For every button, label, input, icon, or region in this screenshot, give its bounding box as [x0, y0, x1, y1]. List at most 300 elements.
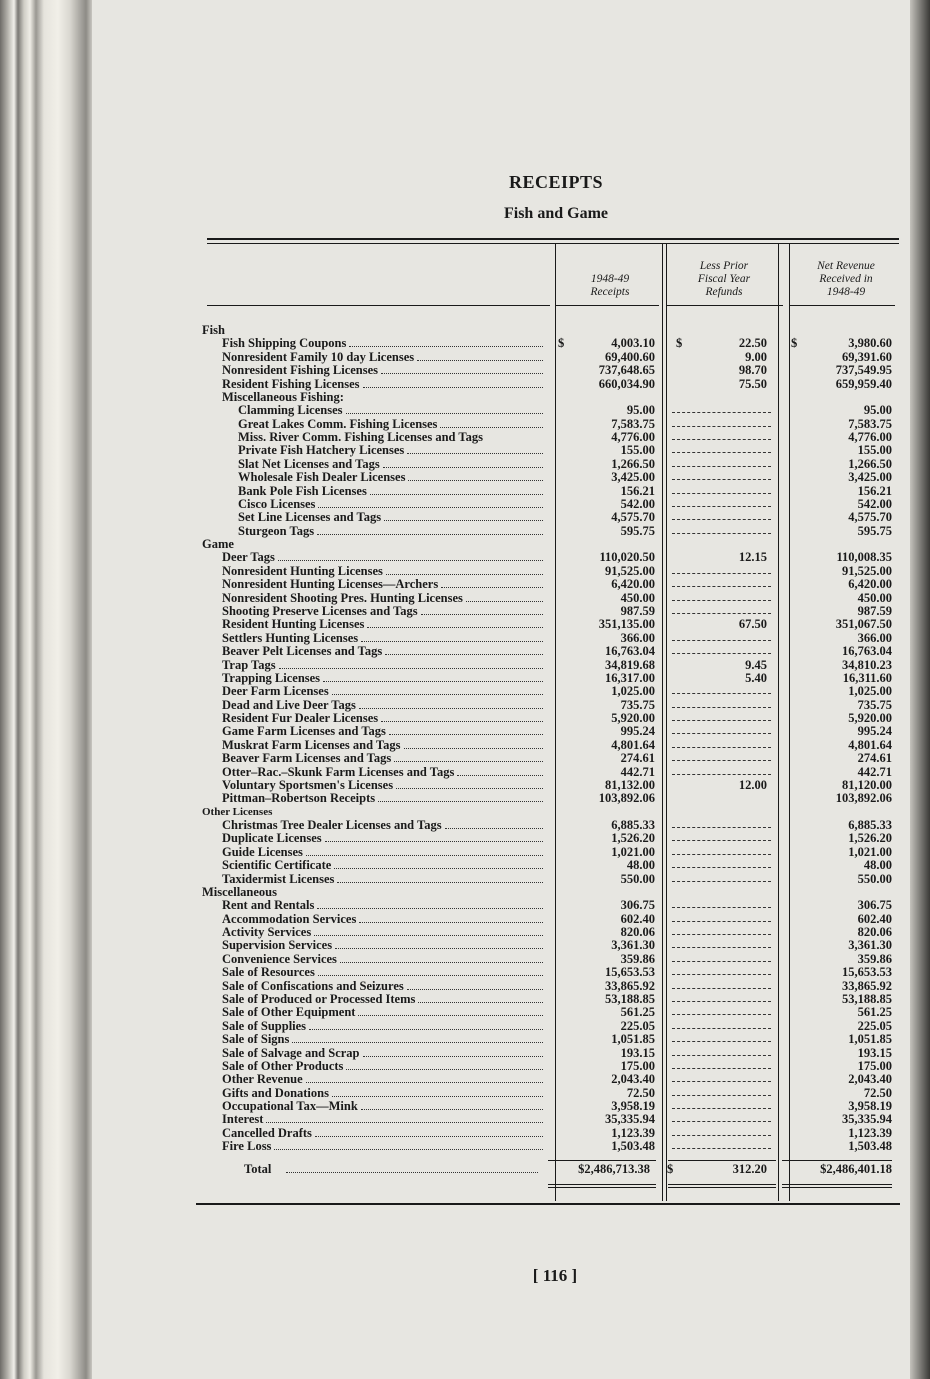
receipts-cell: 442.71 [620, 764, 655, 779]
row-label: Fish Shipping Coupons [222, 336, 347, 351]
table-row [200, 1047, 900, 1060]
refunds-empty-dashes [672, 947, 771, 948]
receipts-cell: 193.15 [620, 1045, 655, 1060]
refunds-empty-dashes [672, 1041, 771, 1042]
net-revenue-cell: 91,525.00 [842, 563, 892, 578]
table-row [200, 832, 900, 845]
table-row [200, 819, 900, 832]
row-label: Wholesale Fish Dealer Licenses [238, 470, 406, 485]
refunds-empty-dashes [672, 760, 771, 761]
leader-dots [346, 1069, 543, 1070]
leader-dots [318, 507, 543, 508]
leader-dots [317, 908, 543, 909]
leader-dots [408, 480, 543, 481]
leader-dots [358, 1015, 543, 1016]
leader-dots [361, 641, 543, 642]
row-label: Pittman–Robertson Receipts [222, 791, 376, 806]
table-row [200, 498, 900, 511]
net-revenue-cell: 595.75 [857, 523, 892, 538]
row-label: Cisco Licenses [238, 496, 316, 511]
net-revenue-cell: 7,583.75 [848, 416, 892, 431]
total-net-revenue: $2,486,401.18 [820, 1162, 892, 1176]
net-revenue-cell: 1,503.48 [848, 1139, 892, 1154]
col-header-net-line3: 1948-49 [826, 286, 866, 298]
table-row [200, 966, 900, 979]
net-revenue-cell: 995.24 [857, 724, 892, 739]
row-label: Duplicate Licenses [222, 831, 322, 846]
table-row [200, 846, 900, 859]
leader-dots [274, 1149, 543, 1150]
net-revenue-cell: 1,266.50 [848, 456, 892, 471]
row-label: Taxidermist Licenses [222, 871, 335, 886]
table-row [200, 1100, 900, 1113]
refunds-empty-dashes [672, 733, 771, 734]
table-row [200, 873, 900, 886]
net-revenue-cell: 5,920.00 [848, 711, 892, 726]
refunds-empty-dashes [672, 653, 771, 654]
table-row [200, 458, 900, 471]
leader-dots [332, 694, 543, 695]
refunds-empty-dashes [672, 1108, 771, 1109]
table-top-rule-2 [207, 243, 899, 244]
table-row [200, 418, 900, 431]
refunds-empty-dashes [672, 1055, 771, 1056]
section-heading-row [200, 806, 900, 819]
refunds-empty-dashes [672, 921, 771, 922]
receipts-cell: 4,003.10 [611, 336, 655, 351]
net-revenue-cell: 175.00 [857, 1058, 892, 1073]
receipts-cell: 995.24 [620, 724, 655, 739]
table-row [200, 779, 900, 792]
net-revenue-cell: 48.00 [863, 858, 892, 873]
refunds-empty-dashes [672, 867, 771, 868]
leader-dots [346, 413, 543, 414]
row-label: Resident Fur Dealer Licenses [222, 711, 379, 726]
net-revenue-cell: 81,120.00 [842, 777, 892, 792]
table-row [200, 712, 900, 725]
table-bottom-rule [196, 1203, 900, 1205]
header-underline-c2 [667, 305, 783, 306]
net-revenue-cell: 351,067.50 [835, 617, 892, 632]
currency-sign: $ [676, 336, 683, 351]
refunds-empty-dashes [672, 1095, 771, 1096]
net-revenue-cell: 69,391.60 [842, 349, 892, 364]
total-dbl-rule-c1b [548, 1187, 656, 1188]
total-row [200, 1163, 900, 1176]
leader-dots [340, 962, 543, 963]
refunds-empty-dashes [672, 493, 771, 494]
receipts-cell: 735.75 [620, 697, 655, 712]
table-row [200, 578, 900, 591]
leader-dots [407, 989, 543, 990]
table-row [200, 351, 900, 364]
section-heading: Miscellaneous [202, 884, 277, 899]
row-label: Otter–Rac.–Skunk Farm Licenses and Tags [222, 764, 455, 779]
leader-dots [457, 775, 543, 776]
book-binding [0, 0, 92, 1379]
refunds-empty-dashes [672, 1121, 771, 1122]
receipts-cell: 737,648.65 [598, 363, 655, 378]
net-revenue-cell: 3,958.19 [848, 1099, 892, 1114]
refunds-cell: 5.40 [745, 670, 767, 685]
net-revenue-cell: 987.59 [857, 603, 892, 618]
table-row [200, 926, 900, 939]
table-row [200, 551, 900, 564]
table-row [200, 1087, 900, 1100]
refunds-cell: 12.00 [738, 777, 767, 792]
row-label: Trapping Licenses [222, 670, 321, 685]
net-revenue-cell: 550.00 [857, 871, 892, 886]
refunds-empty-dashes [672, 974, 771, 975]
receipts-cell: 602.40 [620, 911, 655, 926]
leader-dots [381, 721, 543, 722]
net-revenue-cell: 442.71 [857, 764, 892, 779]
row-label: Sale of Confiscations and Seizures [222, 978, 404, 993]
total-label: Total [244, 1162, 272, 1176]
net-revenue-cell: 1,526.20 [848, 831, 892, 846]
table-row [200, 685, 900, 698]
net-revenue-cell: 735.75 [857, 697, 892, 712]
refunds-empty-dashes [672, 439, 771, 440]
receipts-cell: 69,400.60 [605, 349, 655, 364]
leader-dots [314, 935, 543, 936]
receipts-cell: 6,420.00 [611, 577, 655, 592]
row-label: Beaver Pelt Licenses and Tags [222, 644, 383, 659]
leader-dots [323, 681, 543, 682]
row-label: Accommodation Services [222, 911, 357, 926]
receipts-cell: 1,503.48 [611, 1139, 655, 1154]
receipts-cell: 81,132.00 [605, 777, 655, 792]
refunds-empty-dashes [672, 600, 771, 601]
net-revenue-cell: 95.00 [863, 403, 892, 418]
leader-dots [445, 828, 543, 829]
refunds-empty-dashes [672, 774, 771, 775]
leader-dots [332, 1096, 543, 1097]
row-label: Gifts and Donations [222, 1085, 329, 1100]
row-label: Nonresident Hunting Licenses [222, 563, 383, 578]
leader-dots [389, 734, 543, 735]
table-row [200, 980, 900, 993]
refunds-empty-dashes [672, 412, 771, 413]
row-label: Nonresident Shooting Pres. Hunting Licenses [222, 590, 463, 605]
refunds-cell: 67.50 [738, 617, 767, 632]
leader-dots [359, 708, 543, 709]
refunds-cell: 75.50 [738, 376, 767, 391]
refunds-empty-dashes [672, 613, 771, 614]
row-label: Sale of Other Products [222, 1058, 344, 1073]
row-label: Sale of Salvage and Scrap [222, 1045, 360, 1060]
receipts-cell: 542.00 [620, 496, 655, 511]
receipts-cell: 4,575.70 [611, 510, 655, 525]
table-row [200, 511, 900, 524]
section-heading-row [200, 538, 900, 551]
receipts-cell: 5,920.00 [611, 711, 655, 726]
table-row [200, 378, 900, 391]
leader-dots [361, 1109, 543, 1110]
leader-dots [418, 1002, 543, 1003]
row-label: Miss. River Comm. Fishing Licenses and Tags [238, 430, 483, 445]
receipts-cell: 550.00 [620, 871, 655, 886]
leader-dots [359, 922, 543, 923]
receipts-cell: 1,526.20 [611, 831, 655, 846]
page-number: [ 116 ] [532, 1266, 578, 1285]
refunds-empty-dashes [672, 854, 771, 855]
leader-dots [385, 654, 543, 655]
leader-dots [318, 975, 543, 976]
table-row [200, 605, 900, 618]
net-revenue-cell: 34,810.23 [842, 657, 892, 672]
row-label: Scientific Certificate [222, 858, 332, 873]
row-label: Trap Tags [222, 657, 276, 672]
row-label: Sale of Signs [222, 1032, 290, 1047]
refunds-empty-dashes [672, 586, 771, 587]
refunds-empty-dashes [672, 533, 771, 534]
row-label: Nonresident Family 10 day Licenses [222, 349, 415, 364]
net-revenue-cell: 53,188.85 [842, 992, 892, 1006]
net-revenue-cell: 3,361.30 [848, 938, 892, 953]
net-revenue-cell: 820.06 [857, 925, 892, 940]
row-label: Miscellaneous Fishing: [222, 389, 344, 404]
receipts-cell: 450.00 [620, 590, 655, 605]
row-label: Sale of Other Equipment [222, 1005, 356, 1020]
leader-dots [317, 534, 543, 535]
receipts-cell: 7,583.75 [611, 416, 655, 431]
row-label: Nonresident Hunting Licenses—Archers [222, 577, 439, 592]
row-label: Set Line Licenses and Tags [238, 510, 382, 525]
row-label: Shooting Preserve Licenses and Tags [222, 603, 418, 618]
table-row [200, 913, 900, 926]
receipts-cell: 156.21 [620, 483, 655, 498]
row-label: Christmas Tree Dealer Licenses and Tags [222, 818, 442, 833]
total-receipts: $2,486,713.38 [578, 1162, 650, 1176]
row-label: Convenience Services [222, 951, 337, 966]
row-label: Great Lakes Comm. Fishing Licenses [238, 416, 438, 431]
receipts-cell: 1,123.39 [611, 1125, 655, 1140]
net-revenue-cell: 602.40 [857, 911, 892, 926]
row-label: Sale of Produced or Processed Items [222, 992, 416, 1006]
leader-dots [407, 453, 543, 454]
refunds-empty-dashes [672, 573, 771, 574]
table-row [200, 1033, 900, 1046]
receipts-cell: 1,021.00 [611, 844, 655, 859]
refunds-empty-dashes [672, 1148, 771, 1149]
table-row [200, 752, 900, 765]
section-heading: Other Licenses [202, 805, 273, 818]
row-label: Other Revenue [222, 1072, 303, 1087]
table-row [200, 859, 900, 872]
table-row [200, 1073, 900, 1086]
row-label: Sturgeon Tags [238, 523, 315, 538]
net-revenue-cell: 33,865.92 [842, 978, 892, 993]
refunds-cell: 98.70 [738, 363, 767, 378]
page-title: RECEIPTS [508, 172, 604, 192]
net-revenue-cell: 110,008.35 [836, 550, 892, 565]
leader-dots [367, 627, 543, 628]
row-label: Sale of Resources [222, 965, 315, 980]
leader-dots [396, 788, 543, 789]
table-row [200, 431, 900, 444]
row-label: Resident Hunting Licenses [222, 617, 365, 632]
net-revenue-cell: 4,575.70 [848, 510, 892, 525]
table-row [200, 739, 900, 752]
net-revenue-cell: 1,051.85 [848, 1032, 892, 1047]
table-row [200, 792, 900, 805]
net-revenue-cell: 306.75 [857, 898, 892, 913]
receipts-cell: 16,763.04 [605, 644, 655, 659]
receipts-cell: 103,892.06 [598, 791, 655, 806]
leader-dots [292, 1042, 543, 1043]
total-dbl-rule-c2a [668, 1184, 776, 1185]
net-revenue-cell: 4,776.00 [848, 430, 892, 445]
refunds-empty-dashes [672, 466, 771, 467]
receipts-cell: 2,043.40 [611, 1072, 655, 1087]
row-label: Deer Tags [222, 550, 275, 565]
row-label: Guide Licenses [222, 844, 303, 859]
row-label: Occupational Tax—Mink [222, 1099, 358, 1114]
net-revenue-cell: 2,043.40 [848, 1072, 892, 1087]
currency-sign: $ [791, 336, 798, 351]
leader-dots [441, 587, 543, 588]
refunds-empty-dashes [672, 1135, 771, 1136]
section-heading: Game [202, 537, 234, 552]
refunds-empty-dashes [672, 519, 771, 520]
col-header-refunds-line3: Refunds [705, 286, 743, 298]
total-dbl-rule-c3a [782, 1184, 892, 1185]
table-row [200, 632, 900, 645]
leader-dots [337, 882, 543, 883]
col-header-receipts-line2: Receipts [590, 286, 630, 298]
col-header-receipts [560, 273, 660, 299]
table-row [200, 337, 900, 350]
col-header-refunds [670, 260, 778, 299]
net-revenue-cell: 156.21 [857, 483, 892, 498]
refunds-empty-dashes [672, 934, 771, 935]
header-underline-c1 [555, 305, 659, 306]
leader-dots [306, 855, 543, 856]
leader-dots [266, 1122, 543, 1123]
net-revenue-cell: 659,959.40 [835, 376, 892, 391]
net-revenue-cell: 1,123.39 [848, 1125, 892, 1140]
receipts-cell: 72.50 [626, 1085, 655, 1100]
refunds-empty-dashes [672, 693, 771, 694]
receipts-cell: 1,051.85 [611, 1032, 655, 1047]
row-label: Supervision Services [222, 938, 333, 953]
refunds-empty-dashes [672, 747, 771, 748]
refunds-empty-dashes [672, 479, 771, 480]
net-revenue-cell: 561.25 [857, 1005, 892, 1020]
total-refunds: 312.20 [732, 1162, 767, 1176]
net-revenue-cell: 103,892.06 [835, 791, 892, 806]
net-revenue-cell: 193.15 [857, 1045, 892, 1060]
table-row [200, 471, 900, 484]
leader-dots [278, 560, 543, 561]
leader-dots [363, 1056, 543, 1057]
net-revenue-cell: 359.86 [857, 951, 892, 966]
row-label: Resident Fishing Licenses [222, 376, 360, 391]
leader-dots [386, 574, 543, 575]
table-row [200, 953, 900, 966]
refunds-empty-dashes [672, 640, 771, 641]
table-row [200, 618, 900, 631]
net-revenue-cell: 225.05 [857, 1018, 892, 1033]
receipts-cell: 820.06 [620, 925, 655, 940]
row-label: Rent and Rentals [222, 898, 315, 913]
table-row [200, 993, 900, 1006]
table-row [200, 766, 900, 779]
net-revenue-cell: 16,763.04 [842, 644, 892, 659]
net-revenue-cell: 6,885.33 [848, 818, 892, 833]
table-row [200, 1020, 900, 1033]
refunds-cell: 12.15 [738, 550, 767, 565]
refunds-empty-dashes [672, 707, 771, 708]
net-revenue-cell: 16,311.60 [842, 670, 892, 685]
net-revenue-cell: 737,549.95 [835, 363, 892, 378]
leader-dots [309, 1029, 543, 1030]
table-row [200, 1113, 900, 1126]
row-label: Nonresident Fishing Licenses [222, 363, 379, 378]
leader-dots [306, 1082, 543, 1083]
table-row [200, 899, 900, 912]
total-dbl-rule-c3b [782, 1187, 892, 1188]
receipts-cell: 6,885.33 [611, 818, 655, 833]
refunds-empty-dashes [672, 1014, 771, 1015]
table-row [200, 699, 900, 712]
receipts-cell: 660,034.90 [598, 376, 655, 391]
row-label: Settlers Hunting Licenses [222, 630, 359, 645]
leader-dots [384, 520, 543, 521]
receipts-cell: 3,361.30 [611, 938, 655, 953]
net-revenue-cell: 274.61 [857, 751, 892, 766]
col-header-net-line1: Net Revenue [817, 260, 875, 272]
row-label: Deer Farm Licenses [222, 684, 329, 699]
leader-dots [466, 601, 543, 602]
table-row [200, 1006, 900, 1019]
row-label: Cancelled Drafts [222, 1125, 312, 1140]
section-heading: Fish [202, 323, 225, 337]
row-label: Beaver Farm Licenses and Tags [222, 751, 392, 766]
row-label: Fire Loss [222, 1139, 272, 1154]
total-dbl-rule-c1a [548, 1184, 656, 1185]
refunds-empty-dashes [672, 452, 771, 453]
receipts-cell: 155.00 [620, 443, 655, 458]
net-revenue-cell: 3,425.00 [848, 470, 892, 485]
total-leader-dots [286, 1172, 538, 1173]
receipts-cell: 1,025.00 [611, 684, 655, 699]
table-row [200, 444, 900, 457]
net-revenue-cell: 155.00 [857, 443, 892, 458]
receipts-cell: 306.75 [620, 898, 655, 913]
receipts-cell: 34,819.68 [605, 657, 655, 672]
receipts-cell: 110,020.50 [599, 550, 655, 565]
row-label: Dead and Live Deer Tags [222, 697, 356, 712]
section-heading-row [200, 324, 900, 337]
table-row [200, 404, 900, 417]
leader-dots [417, 360, 543, 361]
section-heading-row [200, 886, 900, 899]
refunds-cell: 9.00 [745, 349, 767, 364]
receipts-cell: 53,188.85 [605, 992, 655, 1006]
refunds-empty-dashes [672, 907, 771, 908]
leader-dots [370, 494, 543, 495]
page-subtitle: Fish and Game [503, 205, 608, 222]
col-header-net-revenue [792, 260, 900, 299]
row-label: Interest [222, 1112, 264, 1127]
net-revenue-cell: 366.00 [857, 630, 892, 645]
row-label: Game Farm Licenses and Tags [222, 724, 386, 739]
refunds-empty-dashes [672, 881, 771, 882]
table-row [200, 592, 900, 605]
col-header-refunds-line2: Fiscal Year [697, 273, 751, 285]
